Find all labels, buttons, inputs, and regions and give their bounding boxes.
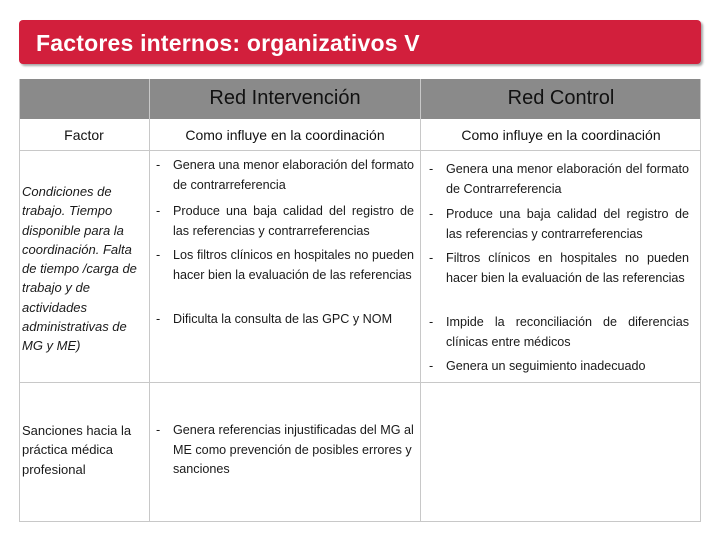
bullet-control: - Filtros clínicos en hospitales no pueden hacer bien la evaluación de las referencias	[429, 251, 689, 285]
bullet-control: - Produce una baja calidad del registro de las referencias y contrarreferencias	[429, 207, 689, 241]
grid-line	[19, 79, 20, 522]
grid-line	[19, 150, 701, 151]
subheader-control: Como influye en la coordinación	[461, 127, 661, 143]
bullet-control: - Genera un seguimiento inadecuado	[429, 359, 646, 373]
grid-line	[149, 79, 150, 522]
slide-title-bar	[19, 20, 701, 64]
bullet-intervencion: - Los filtros clínicos en hospitales no pueden hacer bien la evaluación de las referencias	[156, 248, 414, 282]
factor-condiciones-trabajo: Condiciones de trabajo. Tiempo disponible para la coordinación. Falta de tiempo /carga de trabajo y de actividades administrativas de MG y ME)	[22, 184, 137, 354]
slide-title: Factores internos: organizativos V	[36, 30, 420, 56]
header-red-intervencion: Red Intervención	[209, 87, 361, 109]
bullet-control: - Impide la reconciliación de diferencias clínicas entre médicos	[429, 315, 689, 349]
subheader-intervencion: Como influye en la coordinación	[185, 127, 385, 143]
factor-sanciones: Sanciones hacia la práctica médica profesional	[22, 423, 132, 477]
grid-line	[700, 79, 701, 522]
bullet-intervencion: - Dificulta la consulta de las GPC y NOM	[156, 312, 393, 326]
bullet-control: - Genera una menor elaboración del formato de Contrarreferencia	[429, 162, 689, 196]
subheader-factor: Factor	[64, 127, 104, 143]
grid-line	[19, 382, 701, 383]
bullet-intervencion: - Produce una baja calidad del registro de las referencias y contrarreferencias	[156, 204, 414, 238]
comparison-table	[19, 79, 701, 522]
grid-line	[19, 521, 701, 522]
grid-line	[420, 79, 421, 522]
header-red-control: Red Control	[507, 87, 615, 109]
header-cell-factor	[19, 79, 149, 119]
bullet-intervencion: - Genera una menor elaboración del formato de contrarreferencia	[156, 158, 414, 192]
bullet-intervencion: - Genera referencias injustificadas del MG al ME como prevención de posibles errores y sanciones	[156, 423, 414, 476]
